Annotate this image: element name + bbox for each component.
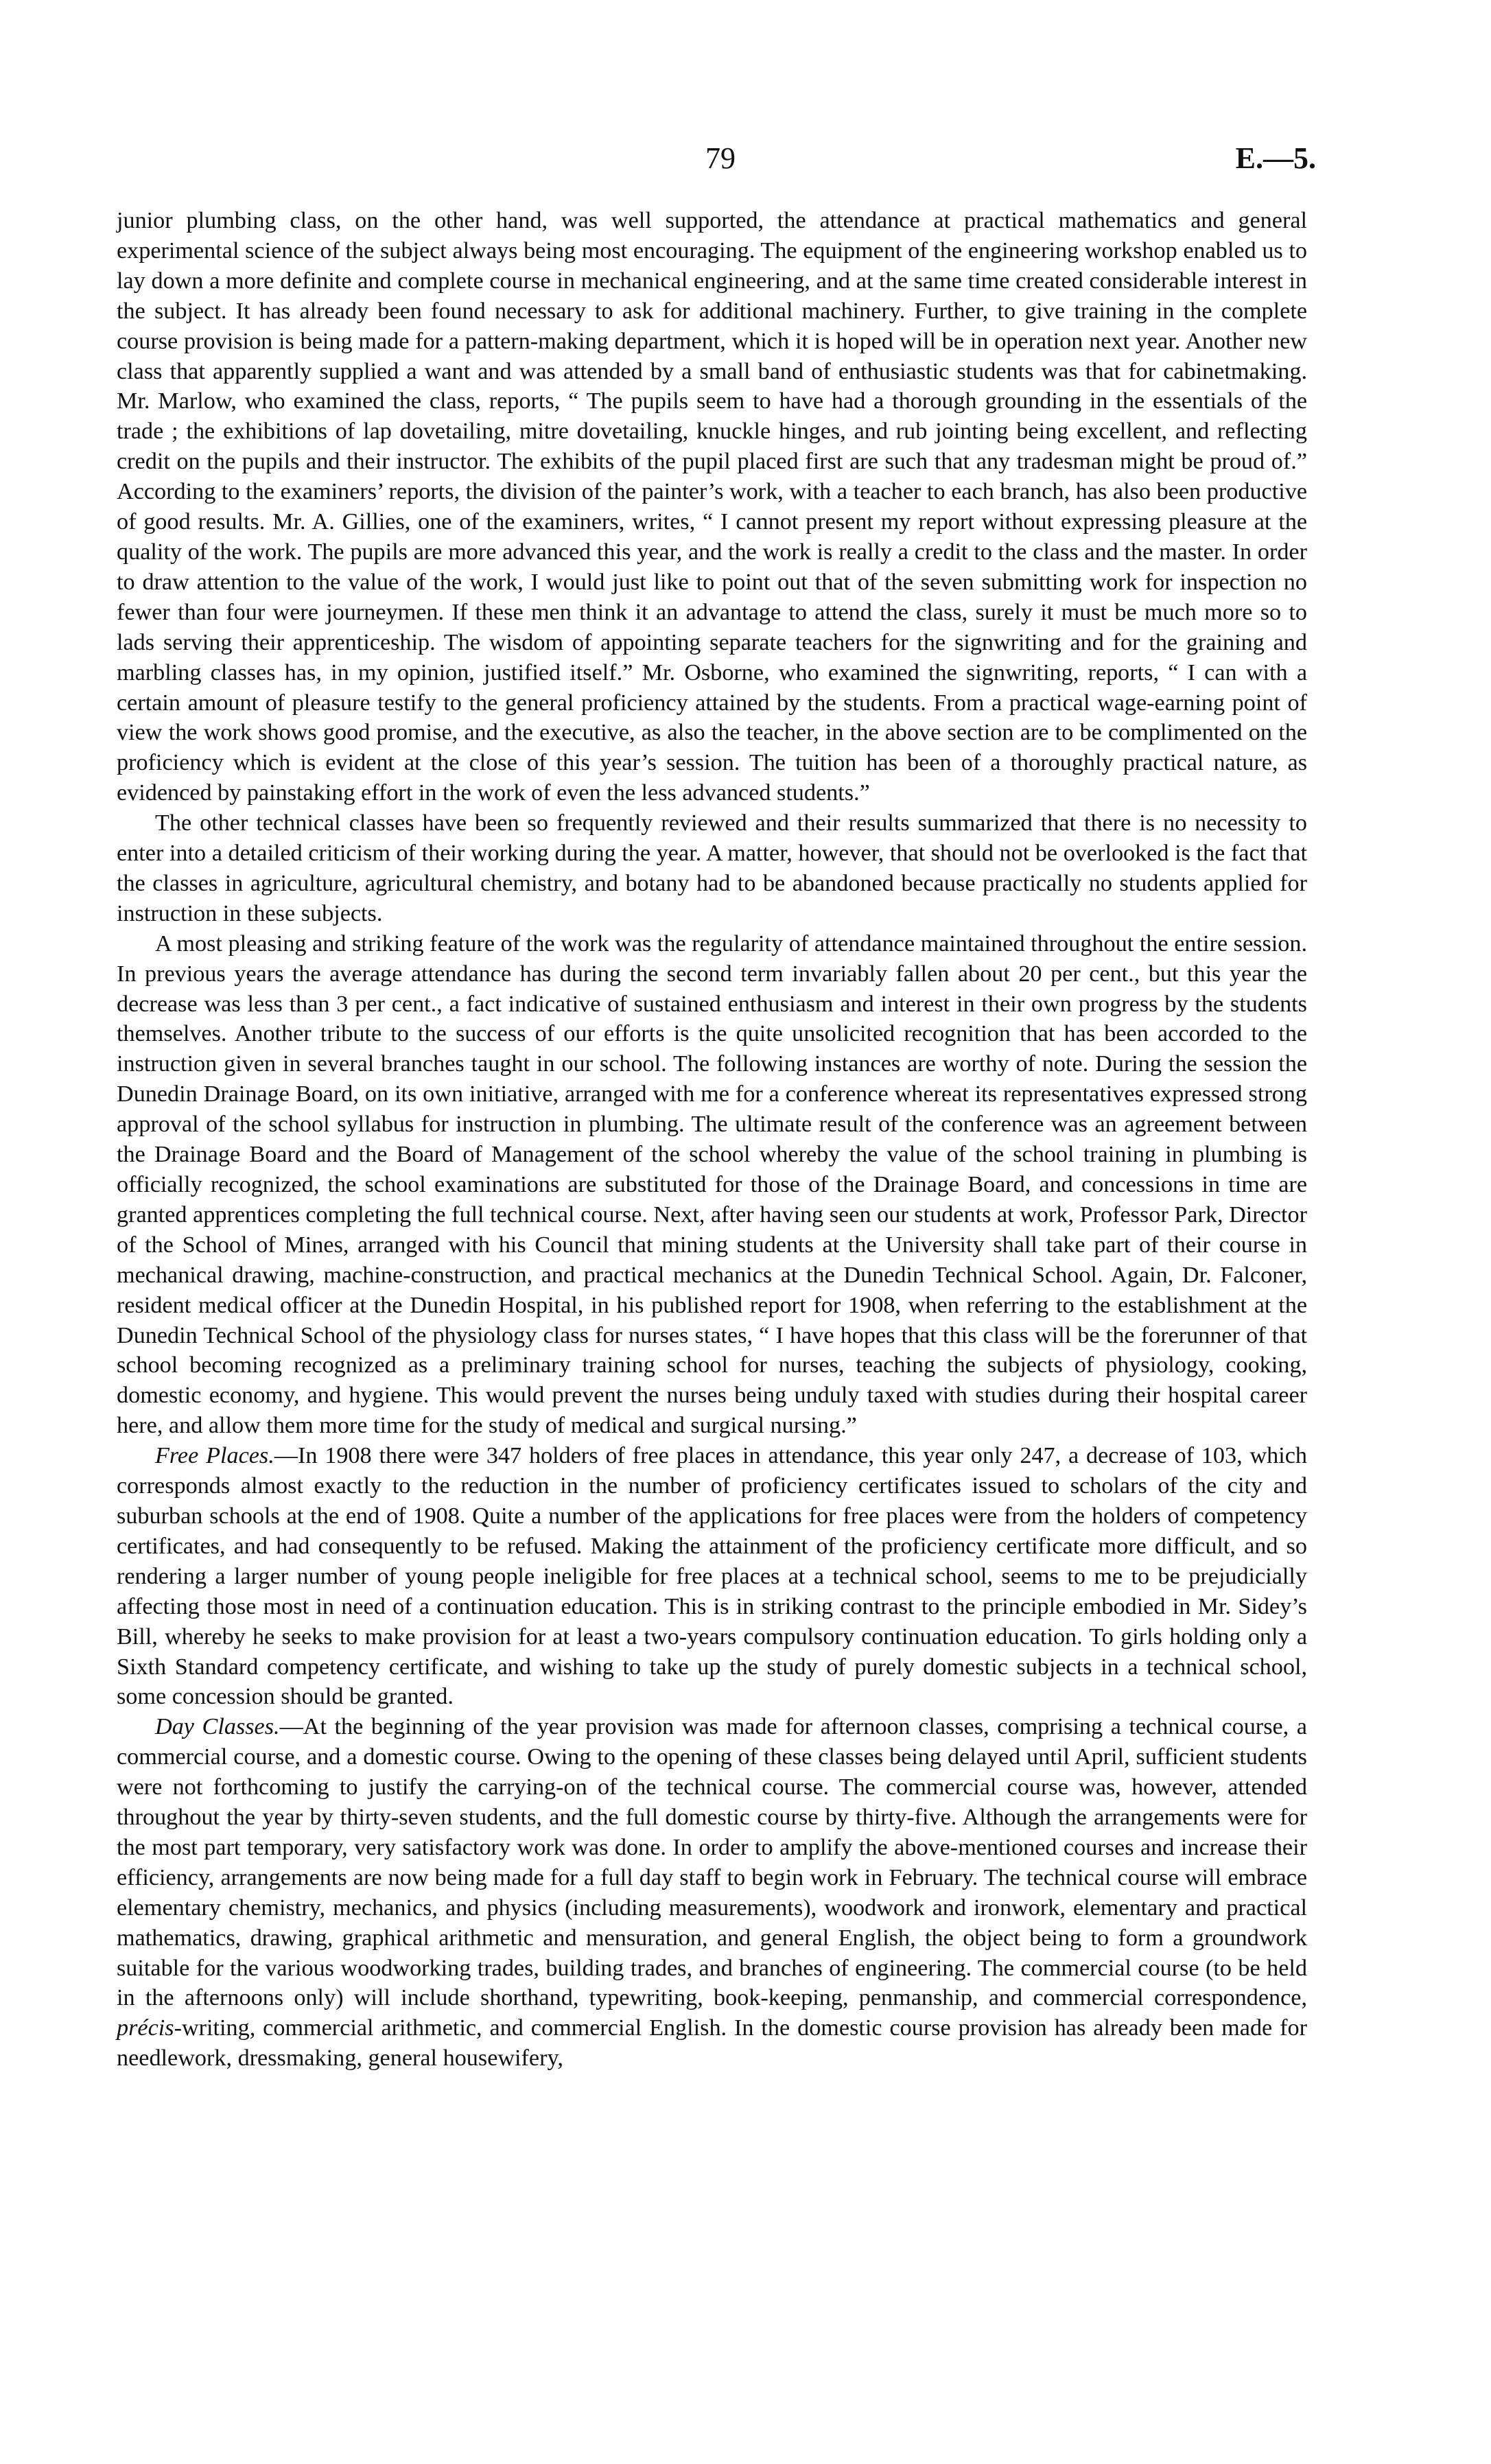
paragraph-plumbing-and-trades: junior plumbing class, on the other hand, was well supported, the attendance at practical mathematics and general experimental science of the subject always being most encouraging. The equipment of the engineering workshop enabled us to lay down a more definite and complete course in mechanical engineering, and at the same time created considerable interest in the subject. It has already been found necessary to ask for additional machinery. Further, to give training in the complete course provision is being made for a pattern-making department, which it is hoped will be in operation next year. Another new class that apparently supplied a want and was attended by a small band of enthusiastic students was that for cabinetmaking. Mr. Marlow, who examined the class, reports, “ The pupils seem to have had a thorough grounding in the essentials of the trade ; the exhibitions of lap dovetailing, mitre dovetailing, knuckle hinges, and rub jointing being excellent, and reflecting credit on the pupils and their instructor. The exhibits of the pupil placed first are such that any tradesman might be proud of.” According to the examiners’ reports, the division of the painter’s work, with a teacher to each branch, has also been productive of good results. Mr. A. Gillies, one of the examiners, writes, “ I cannot present my report without expressing pleasure at the quality of the work. The pupils are more advanced this year, and the work is really a credit to the class and the master. In order to draw attention to the value of the work, I would just like to point out that of the seven submitting work for inspection no fewer than four were journeymen. If these men think it an advantage to attend the class, surely it must be much more so to lads serving their apprenticeship. The wisdom of appointing separate teachers for the signwriting and for the graining and marbling classes has, in my opinion, justified itself.” Mr. Osborne, who examined the signwriting, reports, “ I can with a certain amount of pleasure testify to the general proficiency attained by the students. From a practical wage-earning point of view the work shows good promise, and the executive, as also the teacher, in the above section are to be complimented on the proficiency which is evident at the close of this year’s session. The tuition has been of a thoroughly practical nature, as evidenced by painstaking effort in the work of even the less advanced students.” <box>117 208 1307 806</box>
page-header <box>0 141 1491 182</box>
paragraph-attendance: A most pleasing and striking feature of the work was the regularity of attendance maintained throughout the entire session. In previous years the average attendance has during the second term invariably fallen about 20 per cent., but this year the decrease was less than 3 per cent., a fact indicative of sustained enthusiasm and interest in their own progress by the students themselves. Another tribute to the success of our efforts is the quite unsolicited recognition that has been accorded to the instruction given in several branches taught in our school. The following instances are worthy of note. During the session the Dunedin Drainage Board, on its own initiative, arranged with me for a conference whereat its representatives expressed strong approval of the school syllabus for instruction in plumbing. The ultimate result of the conference was an agreement between the Drainage Board and the Board of Management of the school whereby the value of the school training in plumbing is officially recognized, the school examinations are substituted for those of the Drainage Board, and concessions in time are granted apprentices completing the full technical course. Next, after having seen our students at work, Professor Park, Director of the School of Mines, arranged with his Council that mining students at the University shall take part of their course in mechanical drawing, machine-construction, and practical mechanics at the Dunedin Technical School. Again, Dr. Falconer, resident medical officer at the Dunedin Hospital, in his published report for 1908, when referring to the establishment at the Dunedin Technical School of the physiology class for nurses states, “ I have hopes that this class will be the forerunner of that school becoming recognized as a preliminary training school for nurses, teaching the subjects of physiology, cooking, domestic economy, and hygiene. This would prevent the nurses being unduly taxed with studies during their hospital career here, and allow them more time for the study of medical and surgical nursing.” <box>117 930 1307 1439</box>
page-number: 79 <box>705 141 736 175</box>
document-reference: E.—5. <box>1235 141 1316 175</box>
section-heading-free-places: Free Places. <box>155 1443 274 1469</box>
paragraph-day-classes: Day Classes.—At the beginning of the year provision was made for afternoon classes, comprising a technical course, a commercial course, and a domestic course. Owing to the opening of these classes being delayed until April, sufficient students were not forthcoming to justify the carrying-on of the technical course. The commercial course was, however, attended throughout the year by thirty-seven students, and the full domestic course by thirty-five. Although the arrangements were for the most part temporary, very satisfactory work was done. In order to amplify the above-mentioned courses and increase their efficiency, arrangements are now being made for a full day staff to begin work in February. The technical course will embrace elementary chemistry, mechanics, and physics (including measurements), woodwork and ironwork, elementary and practical mathematics, drawing, graphical arithmetic and mensuration, and general English, the object being to form a groundwork suitable for the various woodworking trades, building trades, and branches of engineering. The commercial course (to be held in the afternoons only) will include shorthand, typewriting, book-keeping, penmanship, and commercial correspondence, précis-writing, commercial arithmetic, and commercial English. In the domestic course provision has already been made for needlework, dressmaking, general housewifery, <box>117 1714 1307 2072</box>
paragraph-free-places: Free Places.—In 1908 there were 347 holders of free places in attendance, this year only 247, a decrease of 103, which corresponds almost exactly to the reduction in the number of proficiency certificates issued to scholars of the city and suburban schools at the end of 1908. Quite a number of the applications for free places were from the holders of competency certificates, and had consequently to be refused. Making the attainment of the proficiency certificate more difficult, and so rendering a larger number of young people ineligible for free places at a technical school, seems to me to be prejudicially affecting those most in need of a continuation education. This is in striking contrast to the principle embodied in Mr. Sidey’s Bill, whereby he seeks to make provision for at least a two-years compulsory continuation education. To girls holding only a Sixth Standard competency certificate, and wishing to take up the study of purely domestic subjects in a technical school, some concession should be granted. <box>117 1443 1307 1710</box>
body-text <box>117 206 1307 2074</box>
paragraph-other-technical-classes: The other technical classes have been so frequently reviewed and their results summarized that there is no necessity to enter into a detailed criticism of their working during the year. A matter, however, that should not be overlooked is the fact that the classes in agriculture, agricultural chemistry, and botany had to be abandoned because practically no students applied for instruction in these subjects. <box>117 810 1307 926</box>
section-heading-day-classes: Day Classes. <box>155 1714 280 1740</box>
